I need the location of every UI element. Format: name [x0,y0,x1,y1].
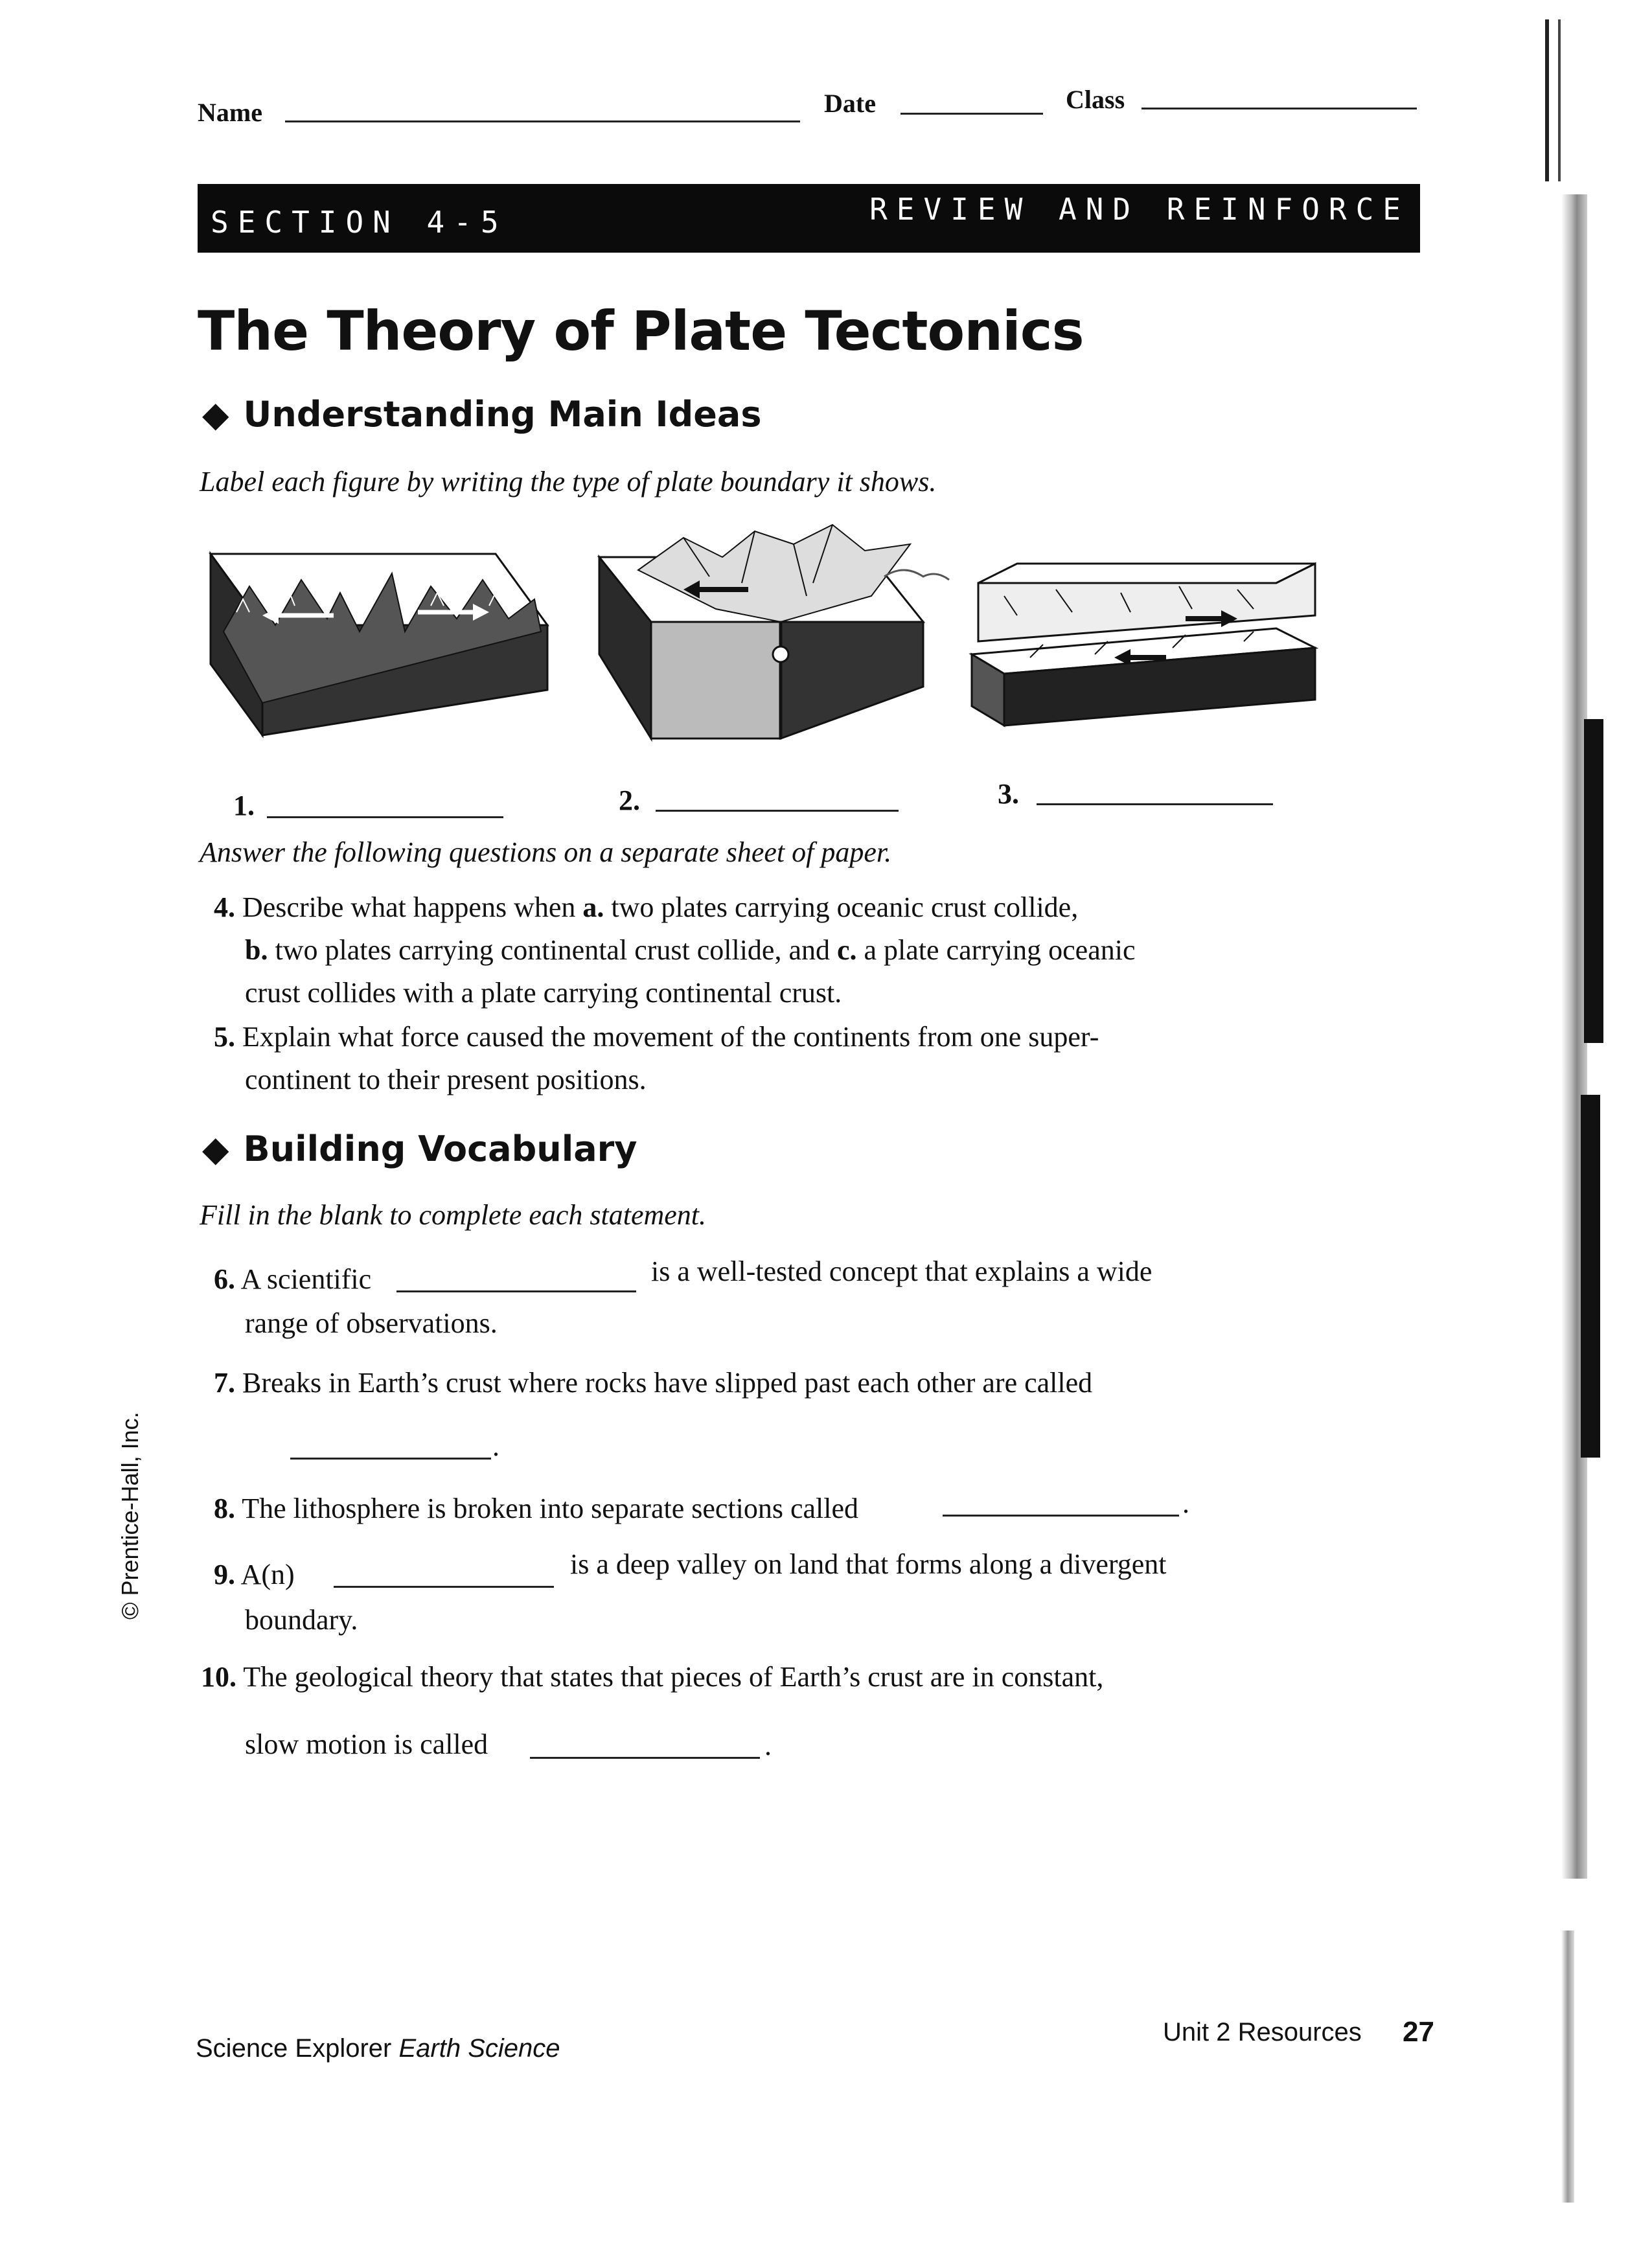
name-label: Name [198,98,262,127]
figure-3-transform-diagram [965,557,1328,732]
q10-period: . [764,1730,772,1761]
figure-1-answer-field[interactable] [267,816,503,818]
diamond-bullet-icon: ◆ [202,1128,229,1169]
question-10-line2: slow motion is called [245,1728,488,1760]
question-6-line2: range of observations. [245,1307,498,1339]
q7-blank[interactable] [290,1458,491,1460]
footer-unit-label: Unit 2 Resources [1163,2018,1362,2046]
scan-edge-line [1558,19,1561,181]
scan-edge-strip [1561,1930,1574,2203]
date-label: Date [824,89,876,118]
question-6: 6. A scientific [214,1263,372,1295]
figure-1-divergent-diagram [198,547,560,742]
class-field[interactable] [1141,108,1417,109]
name-field[interactable] [285,120,800,122]
q8-blank[interactable] [943,1515,1179,1517]
question-4: 4. Describe what happens when a. two plates carrying oceanic crust collide, b. two plates carrying continental crust collide, and c. a plate carrying oceanic crust collides with a plate carrying continental crust. [214,891,1136,1009]
vocab-instruction: Fill in the blank to complete each statement. [200,1199,707,1231]
scan-edge-strip [1561,194,1587,1879]
question-10: 10. The geological theory that states that pieces of Earth’s crust are in constant, [201,1661,1104,1693]
main-ideas-instruction: Label each figure by writing the type of plate boundary it shows. [200,466,937,498]
figure-3-answer-field[interactable] [1037,803,1273,805]
diamond-bullet-icon: ◆ [202,394,229,435]
question-9: 9. A(n) [214,1559,295,1590]
page-number: 27 [1403,2016,1434,2048]
class-label: Class [1066,85,1125,114]
question-9-line2: boundary. [245,1604,358,1636]
section-bar [198,184,1420,253]
q7-period: . [492,1430,499,1462]
question-8: 8. The lithosphere is broken into separate sections called [214,1493,859,1524]
q6-blank[interactable] [396,1290,636,1292]
footer-book-title: Science Explorer Earth Science [196,2034,560,2063]
q10-blank[interactable] [530,1757,760,1759]
section-number: SECTION 4-5 [211,205,508,240]
main-ideas-heading: ◆ Understanding Main Ideas [202,394,762,435]
vocab-heading: ◆ Building Vocabulary [202,1128,637,1169]
scan-edge-line [1545,19,1549,181]
figure-2-answer-field[interactable] [656,810,899,812]
section-type: REVIEW AND REINFORCE [869,192,1410,227]
q8-period: . [1182,1487,1189,1519]
figure-2-label: 2. [619,785,640,816]
page-title: The Theory of Plate Tectonics [198,299,1084,363]
q9-blank[interactable] [334,1586,554,1588]
scan-edge-bar [1581,1095,1600,1458]
question-9-cont: is a deep valley on land that forms along a divergent [570,1548,1167,1580]
question-7: 7. Breaks in Earth’s crust where rocks have slipped past each other are called [214,1367,1093,1399]
figure-1-label: 1. [233,790,255,821]
figure-3-label: 3. [998,778,1019,810]
figure-2-convergent-diagram [586,518,956,751]
copyright-notice: © Prentice-Hall, Inc. [117,1412,143,1620]
date-field[interactable] [901,113,1043,115]
scan-edge-bar [1584,719,1603,1043]
question-6-cont: is a well-tested concept that explains a wide [651,1255,1153,1287]
answer-separate-instruction: Answer the following questions on a separate sheet of paper. [200,836,892,868]
question-5: 5. Explain what force caused the movement of the continents from one super- continent to their present positions. [214,1021,1099,1095]
